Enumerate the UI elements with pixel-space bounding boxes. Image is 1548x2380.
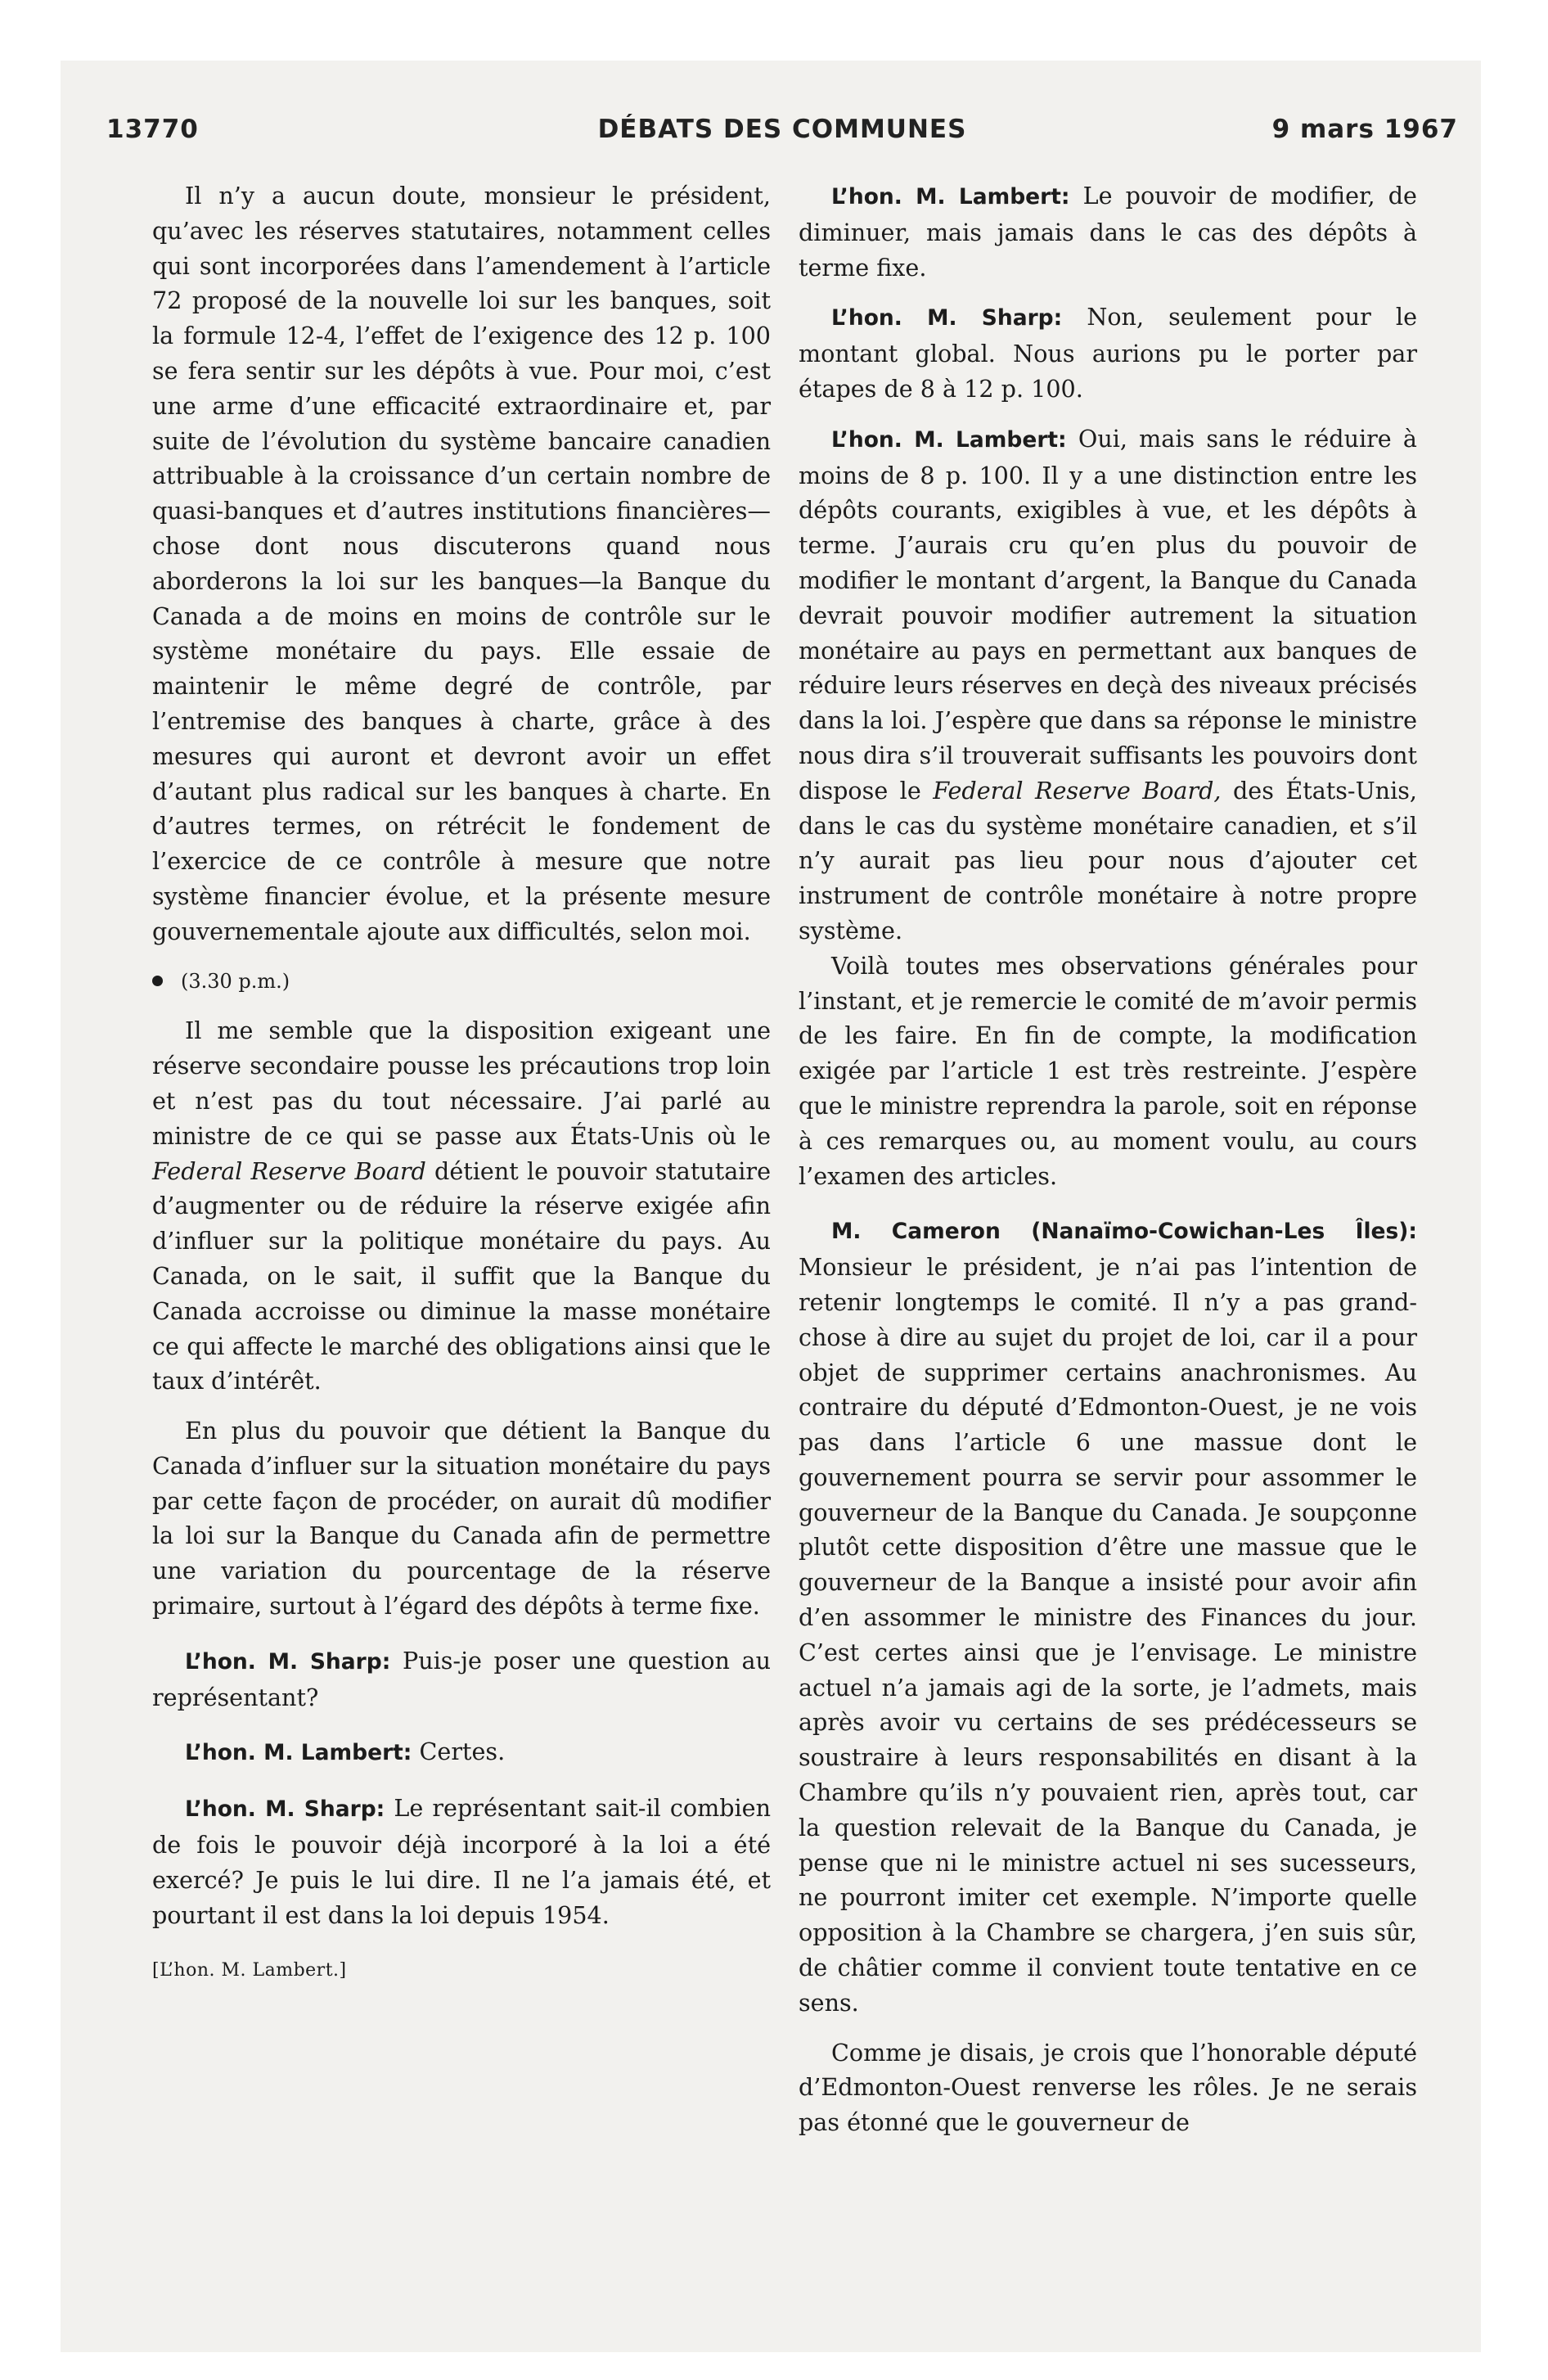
speech <box>152 1643 771 1715</box>
bullet-icon <box>152 976 163 986</box>
speech <box>799 421 1417 949</box>
speaker-name: L’hon. M. Sharp: <box>831 305 1063 331</box>
italic-term: Federal Reserve Board, <box>933 776 1222 805</box>
paragraph: Comme je disais, je crois que l’honorable député d’Edmonton-Ouest renverse les rôles. Je ne serais pas étonné que le gouverneur de <box>799 2038 1417 2137</box>
speech <box>799 300 1417 406</box>
speaker-name: L’hon. M. Lambert: <box>831 184 1070 210</box>
left-column <box>152 178 771 1989</box>
time-marker <box>152 964 771 999</box>
speaker-name: L’hon. M. Lambert: <box>185 1740 412 1766</box>
page-title: DÉBATS DES COMMUNES <box>597 115 967 144</box>
speaker-name: L’hon. M. Sharp: <box>185 1796 385 1823</box>
speaker-name: L’hon. M. Lambert: <box>831 426 1067 453</box>
speech <box>799 1213 1417 2020</box>
speech-text: Le représentant sait-il combien de fois le pouvoir déjà incorporé à la loi a été exercé? Je puis le lui dire. Il ne l’a jamais été, et pourtant il est dans la loi depuis 1954. <box>152 1794 771 1929</box>
speaker-name: M. Cameron (Nanaïmo-Cowichan-Les Îles): <box>831 1219 1417 1245</box>
paragraph-text: Il me semble que la disposition exigeant une réserve secondaire pousse les précautions trop loin et n’est pas du tout nécessaire. J’ai parlé au ministre de ce qui se passe aux États-Unis où le <box>152 1016 771 1150</box>
speech-text: Monsieur le président, je n’ai pas l’intention de retenir longtemps le comité. Il n’y a pas grand-chose à dire au sujet du projet de loi, car il a pour objet de supprimer certains anachronismes. Au contraire du député d’Edmonton-Ouest, je ne vois pas dans l’article 6 une massue dont le gouvernement pourra se servir pour assommer le gouverneur de la Banque du Canada. Je soupçonne plutôt cette disposition d’être une massue que le gouverneur de la Banque a insisté pour avoir afin d’en assommer le ministre des Finances du jour. C’est certes ainsi que je l’envisage. Le ministre actuel n’a jamais agi de la sorte, je l’admets, mais après avoir vu certains de ses prédécesseurs se soustraire à leurs responsabilités en disant à la Chambre qu’ils n’y pouvaient rien, après tout, car la question relevait de la Banque du Canada, je pense que ni le ministre actuel ni ses sucesseurs, ne pourront imiter cet exemple. N’importe quelle opposition à la Chambre se chargera, j’en suis sûr, de châtier comme il convient toute tentative en ce sens. <box>799 1253 1417 2017</box>
italic-term: Federal Reserve Board <box>152 1156 426 1185</box>
paragraph: Il n’y a aucun doute, monsieur le président, qu’avec les réserves statutaires, notamment celles qui sont incorporées dans l’amendement à l’article 72 proposé de la nouvelle loi sur les banques, soit la formule 12-4, l’effet de l’exigence des 12 p. 100 se fera sentir sur les dépôts à vue. Pour moi, c’est une arme d’une efficacité extraordinaire et, par suite de l’évolution du système bancaire canadien attribuable à la croissance d’un certain nombre de quasi-banques et d’autres institutions financières—chose dont nous discuterons quand nous aborderons la loi sur les banques—la Banque du Canada a de moins en moins de contrôle sur le système monétaire du pays. Elle essaie de maintenir le même degré de contrôle, par l’entremise des banques à charte, grâce à des mesures qui auront et devront avoir un effet d’autant plus radical sur les banques à charte. En d’autres termes, on rétrécit le fondement de l’exercice de ce contrôle à mesure que notre système financier évolue, et la présente mesure gouvernementale ajoute aux difficultés, selon moi. <box>152 182 771 945</box>
speech-text: Puis-je poser une question au représentant? <box>152 1646 771 1711</box>
page-date: 9 mars 1967 <box>1271 115 1458 144</box>
paragraph: En plus du pouvoir que détient la Banque du Canada d’influer sur la situation monétaire du pays par cette façon de procéder, on aurait dû modifier la loi sur la Banque du Canada afin de permettre une variation du pourcentage de la réserve primaire, surtout à l’égard des dépôts à terme fixe. <box>152 1417 771 1620</box>
speech-text: des États-Unis, dans le cas du système monétaire canadien, et s’il n’y aurait pas lieu pour nous d’ajouter cet instrument de contrôle monétaire à notre propre système. <box>799 776 1417 944</box>
paragraph-text: détient le pouvoir statutaire d’augmenter ou de réduire la réserve exigée afin d’influer sur la politique monétaire du pays. Au Canada, on le sait, il suffit que la Banque du Canada accroisse ou diminue la masse monétaire ce qui affecte le marché des obligations ainsi que le taux d’intérêt. <box>152 1156 772 1395</box>
speech <box>799 178 1417 285</box>
right-column <box>799 178 1417 2140</box>
speech-text: Oui, mais sans le réduire à moins de 8 p. 100. Il y a une distinction entre les dépôts courants, exigibles à vue, et les dépôts à terme. J’aurais cru qu’en plus du pouvoir de modifier le montant d’argent, la Banque du Canada devrait pouvoir modifier autrement la situation monétaire au pays en permettant aux banques de réduire leurs réserves en deçà des niveaux précisés dans la loi. J’espère que dans sa réponse le ministre nous dira s’il trouverait suffisants les pouvoirs dont dispose le <box>799 424 1417 805</box>
speech <box>152 1734 771 1771</box>
paragraph: Voilà toutes mes observations générales pour l’instant, et je remercie le comité de m’avoir permis de les faire. En fin de compte, la modification exigée par l’article 1 est très restreinte. J’espère que le ministre reprendra la parole, soit en réponse à ces remarques ou, au moment voulu, au cours l’examen des articles. <box>799 951 1417 1190</box>
paragraph <box>152 1013 771 1399</box>
page-number: 13770 <box>106 115 199 144</box>
speech-text: Non, seulement pour le montant global. Nous aurions pu le porter par étapes de 8 à 12 p. 100. <box>799 303 1417 403</box>
speaker-name: L’hon. M. Sharp: <box>185 1648 391 1675</box>
speech <box>152 1791 771 1932</box>
page-header <box>106 115 1458 157</box>
time-text: (3.30 p.m.) <box>181 969 290 993</box>
speech-text: Le pouvoir de modifier, de diminuer, mais jamais dans le cas des dépôts à terme fixe. <box>799 182 1417 282</box>
footnote: [L’hon. M. Lambert.] <box>152 1960 347 1981</box>
speech-text: Certes. <box>419 1738 506 1766</box>
